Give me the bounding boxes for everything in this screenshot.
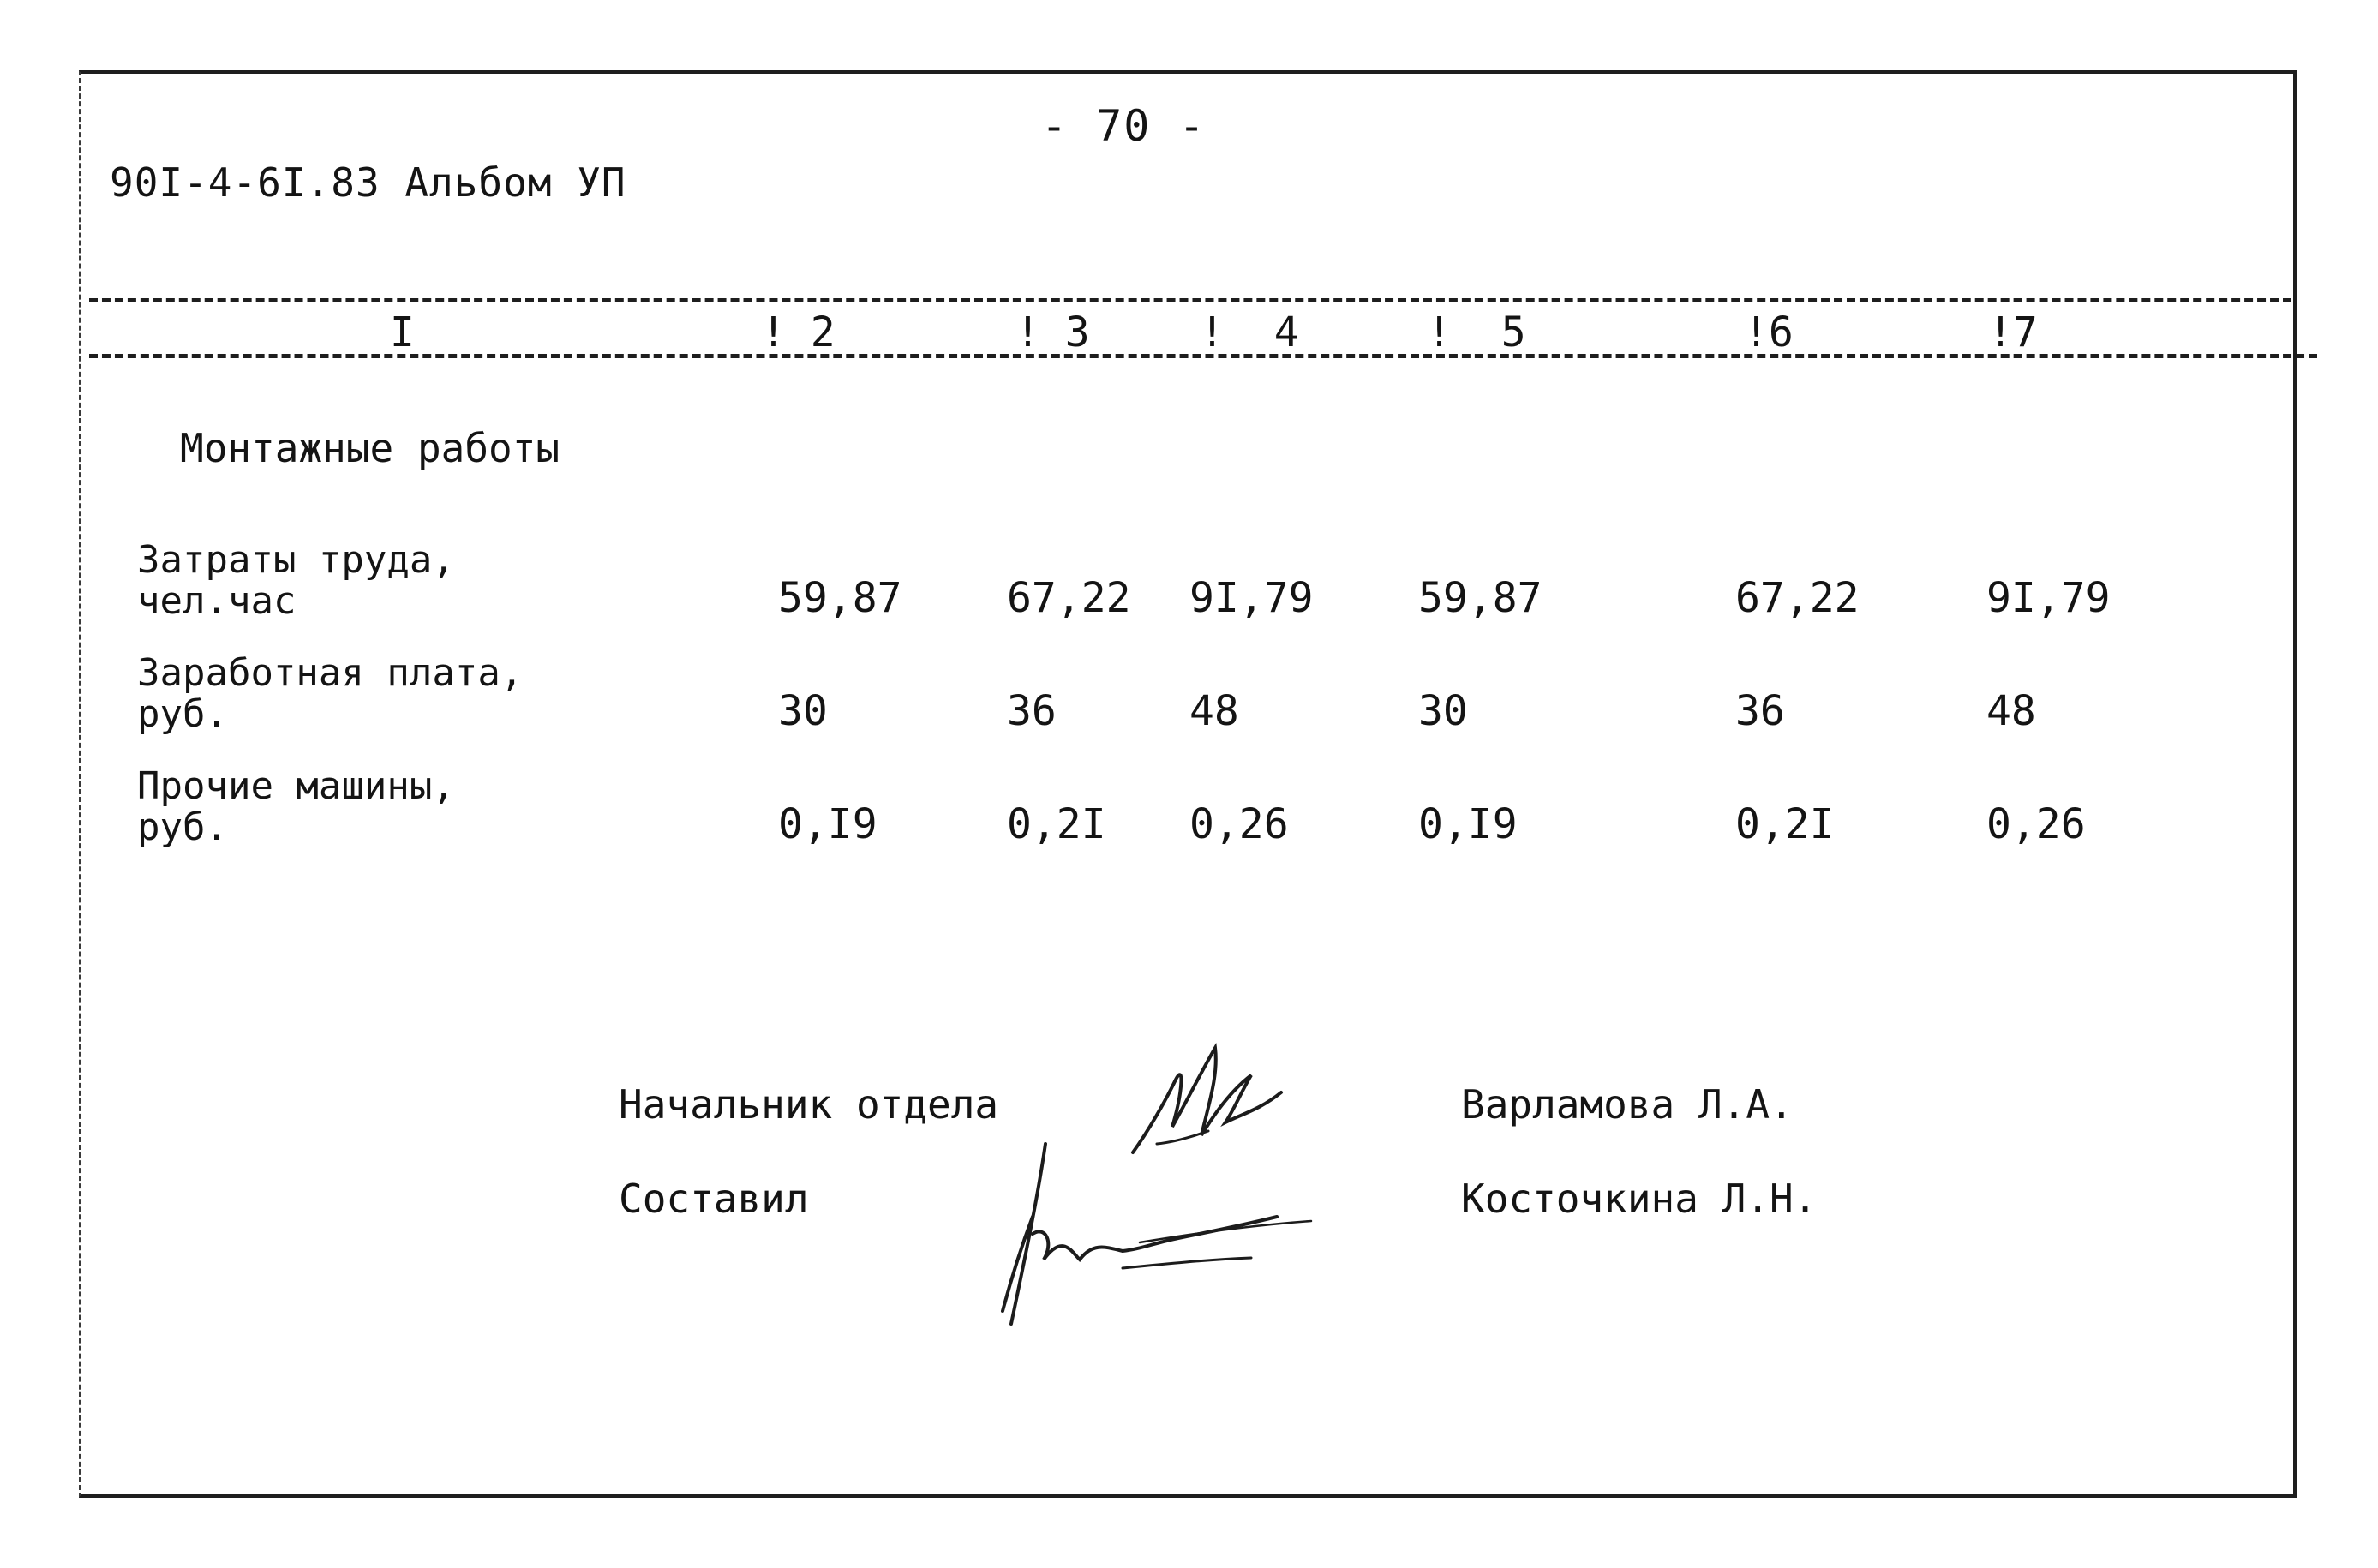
table-cell: 36 <box>1735 687 1785 735</box>
row-label-machines <box>137 766 455 848</box>
column-header-3: ! 3 <box>1015 308 1090 356</box>
column-header-5: ! 5 <box>1427 308 1526 356</box>
document-code: 90I-4-6I.83 Альбом УП <box>110 159 626 206</box>
row-label-line1: Заработная плата, <box>137 651 524 695</box>
table-cell: 48 <box>1986 687 2036 735</box>
table-cell: 36 <box>1007 687 1057 735</box>
compiler-signature <box>994 1140 1320 1337</box>
column-header-6: !6 <box>1744 308 1794 356</box>
table-cell: 30 <box>778 687 828 735</box>
column-header-4: ! 4 <box>1200 308 1299 356</box>
column-header-1: I <box>390 308 415 356</box>
column-header-7: !7 <box>1988 308 2038 356</box>
table-cell: 9I,79 <box>1986 574 2111 622</box>
row-label-line2: руб. <box>137 805 228 849</box>
head-of-department-role: Начальник отдела <box>619 1081 999 1128</box>
row-label-labor <box>137 540 455 622</box>
table-cell: 0,I9 <box>778 800 878 848</box>
table-cell: 0,26 <box>1189 800 1289 848</box>
section-title: Монтажные работы <box>180 425 560 471</box>
head-of-department-name: Варламова Л.А. <box>1461 1081 1794 1128</box>
table-cell: 48 <box>1189 687 1239 735</box>
table-cell: 0,2I <box>1735 800 1835 848</box>
table-cell: 59,87 <box>778 574 902 622</box>
table-cell: 9I,79 <box>1189 574 1314 622</box>
row-label-line2: чел.час <box>137 579 297 623</box>
table-cell: 30 <box>1418 687 1468 735</box>
table-cell: 0,2I <box>1007 800 1106 848</box>
table-cell: 0,26 <box>1986 800 2086 848</box>
row-label-line2: руб. <box>137 692 228 736</box>
row-label-wages <box>137 653 523 735</box>
column-header-2: ! 2 <box>761 308 836 356</box>
table-cell: 67,22 <box>1007 574 1131 622</box>
page-number: - 70 - <box>1041 101 1207 151</box>
row-label-line1: Затраты труда, <box>137 538 455 582</box>
table-cell: 67,22 <box>1735 574 1860 622</box>
row-label-line1: Прочие машины, <box>137 764 455 808</box>
compiler-role: Составил <box>619 1176 809 1222</box>
table-header-rule-top <box>89 298 2291 302</box>
table-cell: 59,87 <box>1418 574 1542 622</box>
table-cell: 0,I9 <box>1418 800 1518 848</box>
compiler-name: Косточкина Л.Н. <box>1461 1176 1818 1222</box>
